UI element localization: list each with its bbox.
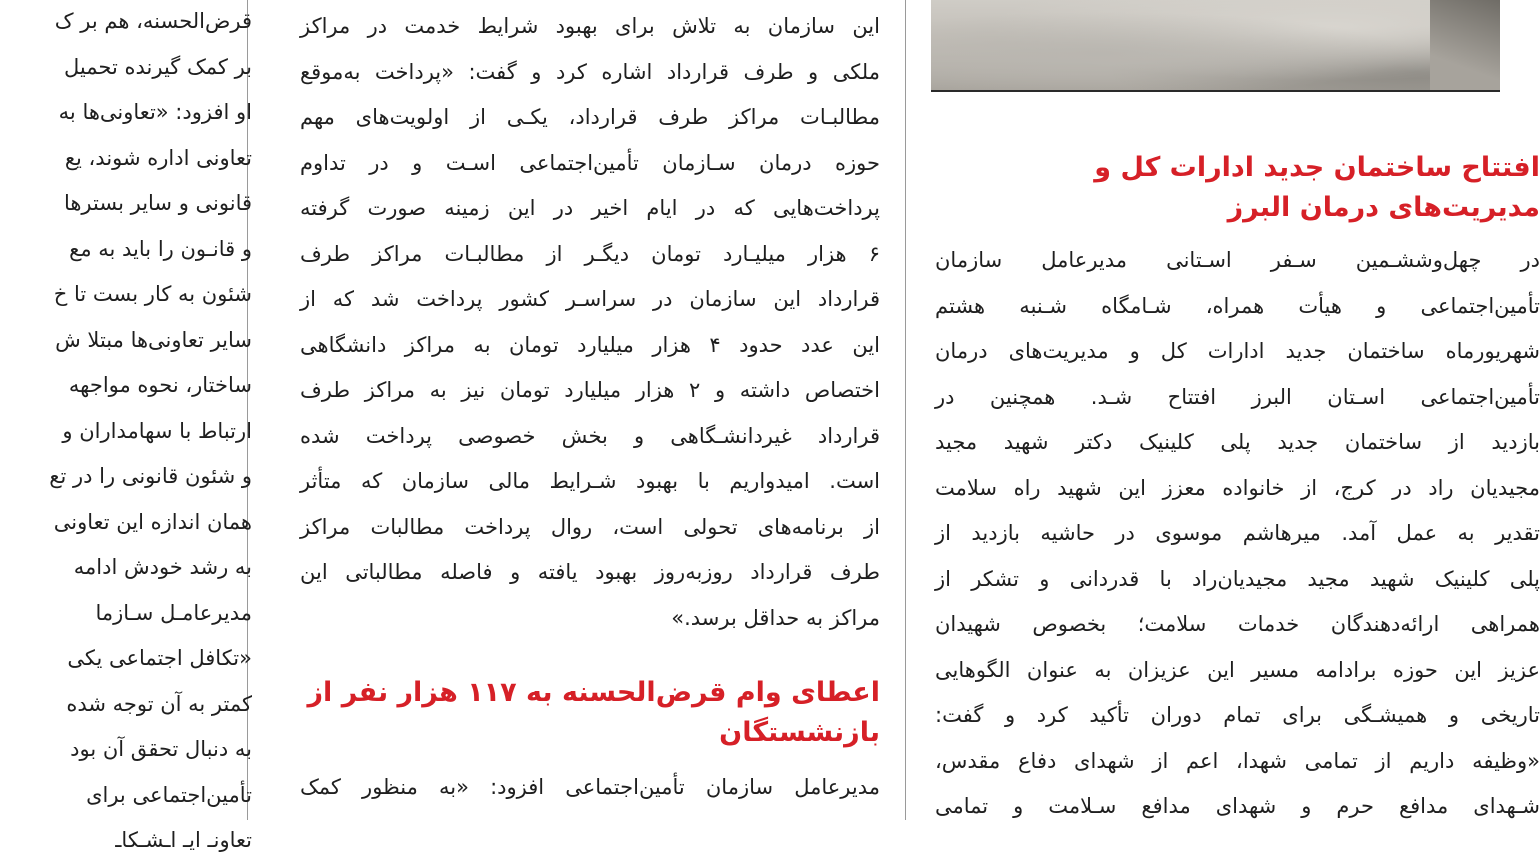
middle-column [300, 0, 880, 820]
text-line: «تکافل اجتماعی یکی [67, 646, 252, 670]
headline-line: افتتاح ساختمان جدید ادارات کل و [1094, 152, 1540, 183]
text-line: مدیرعامـل سـازما [95, 600, 252, 625]
text-line: بازدید از ساختمان جدید پلی کلینیک دکتر شهید مجید [935, 430, 1540, 454]
text-line: شـهدای مدافع حرم و شهدای مدافع سـلامت و تمامی [935, 794, 1540, 818]
text-line: اختصاص داشته و ۲ هزار میلیارد تومان نیز به مراکز طرف [300, 378, 880, 402]
text-line: پلی کلینیک شهید مجید مجیدیان‌راد با قدردانی و تشکر از [935, 566, 1540, 591]
text-line: این سازمان به تلاش برای بهبود شرایط خدمت در مراکز [300, 14, 880, 38]
text-line: طرف قرارداد روزبه‌روز بهبود یافته و فاصله مطالباتی این [300, 560, 880, 584]
text-line: همراهی ارائه‌دهندگان خدمات سلامت؛ بخصوص شهیدان [935, 612, 1540, 636]
left-column [0, 0, 252, 852]
headline-line: بازنشستگان [719, 717, 880, 748]
text-line: «وظیفه داریم از تمامی شهدا، اعم از شهدای دفاع مقدس، [935, 748, 1540, 773]
text-line: به دنبال تحقق آن بود [70, 737, 252, 761]
text-line: او افزود: «تعاونی‌ها به [58, 100, 252, 124]
text-line: قانونی و سایر بسترها [63, 191, 252, 215]
text-line: تأمین‌اجتماعی و هیأت همراه، شـامگاه شـنبه هشتم [935, 293, 1540, 318]
text-line: شئون به کار بست تا خ [53, 282, 252, 306]
right-column [930, 0, 1540, 820]
text-line: تأمین‌اجتماعی اسـتان البرز افتتاح شـد. همچنین در [935, 384, 1540, 409]
text-line: تاریخی و همیشـگی برای تمام دوران تأکید کرد و گفت: [935, 703, 1540, 727]
text-line: شهریورماه ساختمان جدید ادارات کل و مدیریت‌های درمان [935, 339, 1540, 363]
headline-line: اعطای وام قرض‌الحسنه به ۱۱۷ هزار نفر از [307, 677, 880, 708]
left-column-paragraph [0, 0, 252, 864]
text-line: به رشد خودش ادامه [73, 555, 252, 579]
text-line: قرارداد این سازمان در سراسـر کشور پرداخت شد که از [300, 287, 880, 311]
text-line: و شئون قانونی را در تع [49, 464, 252, 488]
text-line: مطالبـات مراکز طرف قرارداد، یکـی از اولویت‌های مهم [300, 105, 880, 129]
text-line: است. امیدواریم با بهبود شـرایط مالی سازمان که متأثر [300, 469, 880, 493]
text-line: ارتباط با سهامداران و [62, 418, 252, 443]
text-line: تأمین‌اجتماعی برای [86, 782, 252, 807]
text-line: این عدد حدود ۴ هزار میلیارد تومان به مراکز دانشگاهی [300, 332, 880, 357]
text-line: عزیز این حوزه برادامه مسیر این عزیزان به عنوان الگوهایی [935, 657, 1540, 682]
text-line: همان اندازه این تعاونی [53, 509, 252, 534]
loan-paragraph [300, 765, 880, 811]
alborz-opening-paragraph [935, 238, 1540, 830]
text-line: ملکی و طرف قرارداد اشاره کرد و گفت: «پرداخت به‌موقع [300, 59, 880, 84]
text-line: بر کمک گیرنده تحمیل [64, 54, 252, 79]
text-line: مراکز به حداقل برسد.» [671, 605, 880, 630]
text-line: و قانـون را باید به مع [69, 236, 252, 261]
column-divider-right [905, 0, 906, 820]
text-line: مجیدیان راد در کرج، از خانواده معزز این شهید راه سلامت [935, 475, 1540, 500]
text-line: تقدیر به عمل آمد. میرهاشم موسوی در حاشیه بازدید از [935, 521, 1540, 545]
text-line: ۶ هزار میلیـارد تومان دیگـر از مطالبـات مراکز طرف [300, 241, 880, 266]
text-line: در چهل‌وششـمین سـفر اسـتانی مدیرعامل سازمان [935, 248, 1540, 272]
payments-paragraph [300, 4, 880, 641]
text-line: کمتر به آن توجه شده [66, 691, 252, 716]
text-line: پرداخت‌هایی که در ایام اخیر در این زمینه صورت گرفته [300, 196, 880, 220]
text-line: ساختار، نحوه مواجهه [68, 373, 252, 397]
text-line: قرض‌الحسنه، هم بر ک [54, 9, 252, 33]
text-line: مدیرعامل سازمان تأمین‌اجتماعی افزود: «به منظور کمک [300, 775, 880, 799]
alborz-opening-headline [940, 148, 1540, 228]
headline-line: مدیریت‌های درمان البرز [1227, 192, 1540, 223]
text-line: حوزه درمان سـازمان تأمین‌اجتماعی اسـت و در تداوم [300, 150, 880, 175]
text-line: تعاونی اداره شوند، یع [64, 145, 252, 170]
loan-headline [300, 673, 880, 753]
text-line: قرارداد غیردانشـگاهی و بخش خصوصی پرداخت شده [300, 423, 880, 448]
text-line: سایر تعاونی‌ها مبتلا ش [55, 327, 252, 352]
text-line: تعاونـ ایـ اـشـکاـ [115, 828, 252, 852]
text-line: از برنامه‌های تحولی است، روال پرداخت مطالبات مراکز [300, 514, 880, 539]
